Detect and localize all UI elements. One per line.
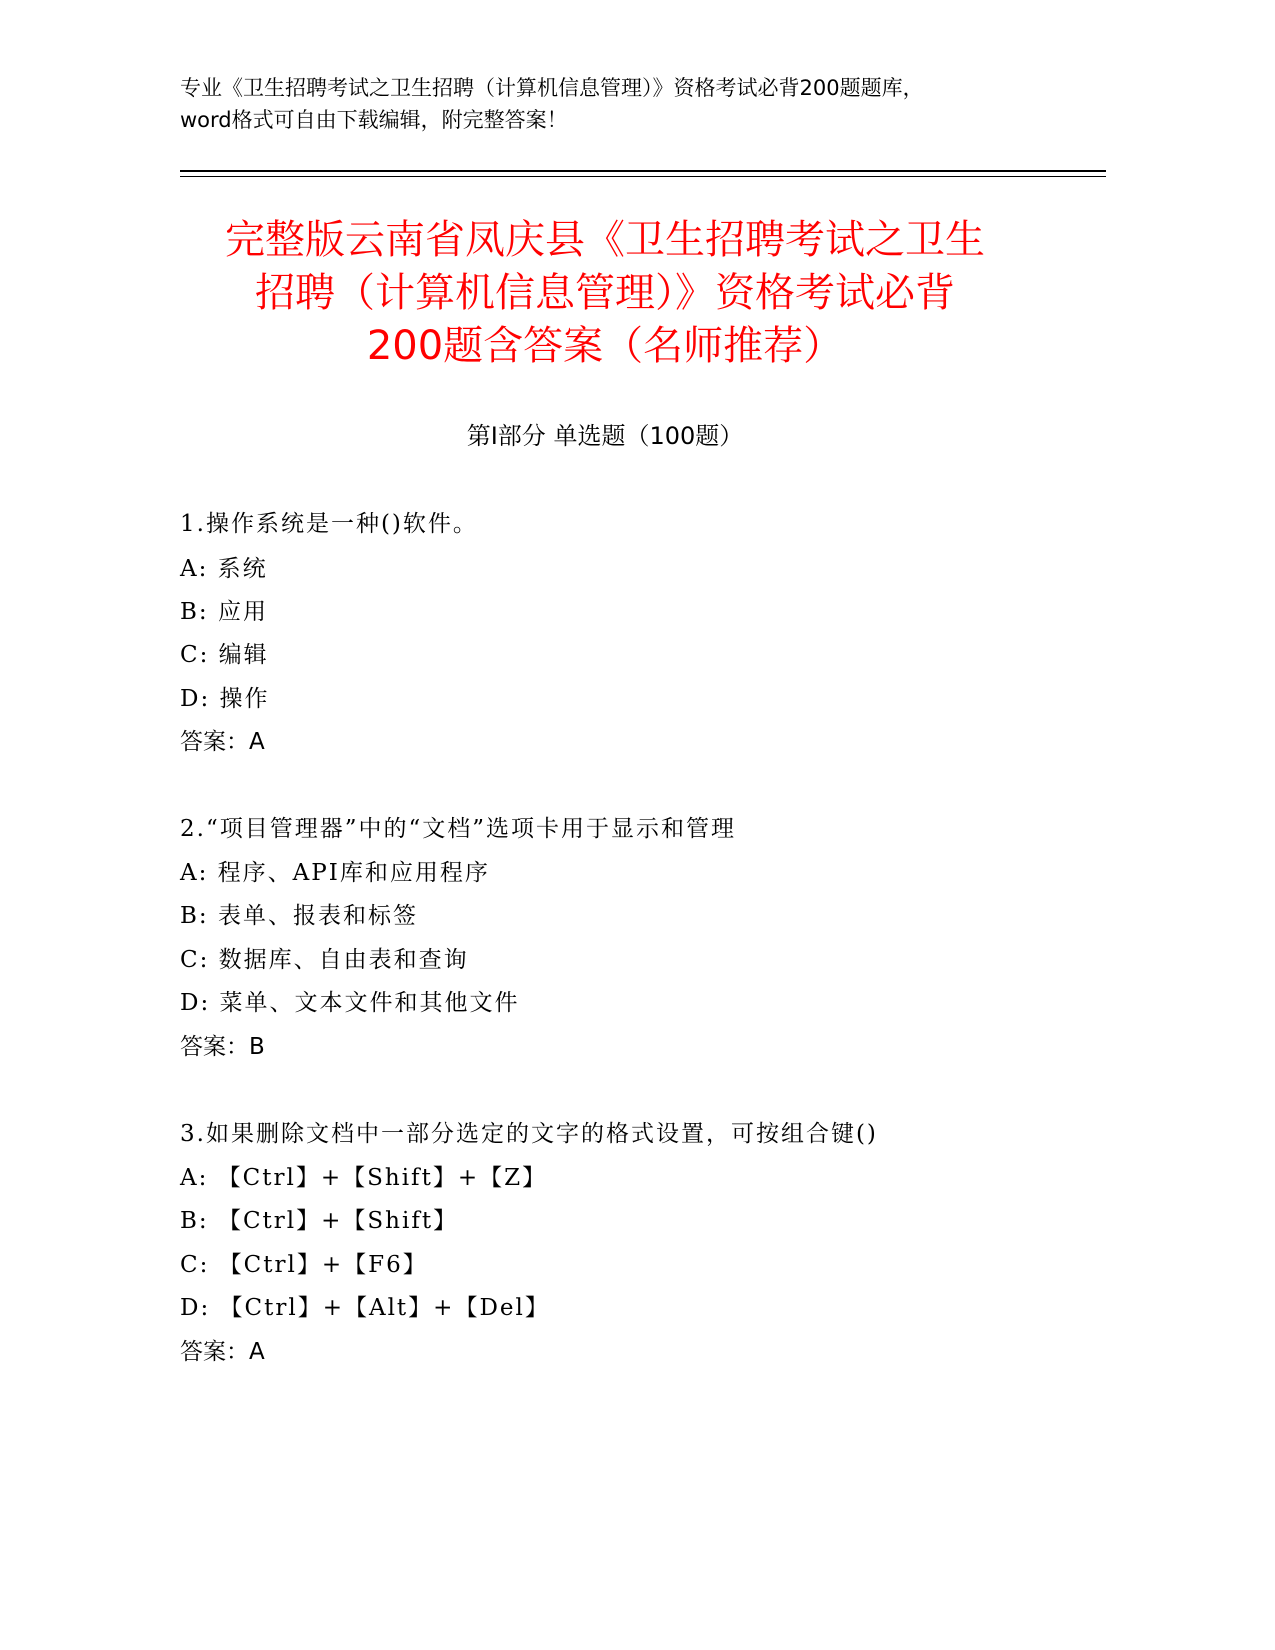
header-note-line-1: 专业《卫生招聘考试之卫生招聘（计算机信息管理）》资格考试必背200题题库，: [180, 76, 924, 100]
header-divider-thin: [180, 176, 1106, 177]
question-3-option-c: C: 【Ctrl】+【F6】: [180, 1252, 428, 1278]
header-note-line-2: word格式可自由下载编辑，附完整答案！: [180, 108, 568, 132]
question-1-option-d: D: 操作: [180, 686, 270, 712]
question-2-option-a: A: 程序、API库和应用程序: [180, 860, 490, 886]
header-divider-thick: [180, 170, 1106, 172]
question-1-stem: 1.操作系统是一种()软件。: [180, 511, 478, 537]
question-1-option-a: A: 系统: [180, 556, 268, 582]
question-3-option-a: A: 【Ctrl】+【Shift】+【Z】: [180, 1165, 548, 1191]
document-title: [150, 214, 1060, 373]
question-2-option-d: D: 菜单、文本文件和其他文件: [180, 990, 520, 1016]
question-2-option-b: B: 表单、报表和标签: [180, 903, 418, 929]
question-3-answer: 答案：A: [180, 1339, 265, 1365]
question-2-answer: 答案：B: [180, 1034, 265, 1060]
question-3-stem: 3.如果删除文档中一部分选定的文字的格式设置，可按组合键(): [180, 1121, 878, 1147]
document-title-line-2: 招聘（计算机信息管理）》资格考试必背: [255, 270, 955, 316]
question-1-answer: 答案：A: [180, 729, 265, 755]
question-2-option-c: C: 数据库、自由表和查询: [180, 947, 469, 973]
document-title-line-1: 完整版云南省凤庆县《卫生招聘考试之卫生: [225, 217, 985, 263]
question-3-option-b: B: 【Ctrl】+【Shift】: [180, 1208, 459, 1234]
section-heading: 第Ⅰ部分 单选题（100题）: [466, 422, 744, 450]
question-2-stem: 2.“项目管理器”中的“文档”选项卡用于显示和管理: [180, 816, 736, 842]
document-title-line-3: 200题含答案（名师推荐）: [366, 323, 844, 369]
header-note: [180, 72, 1100, 136]
question-1-option-c: C: 编辑: [180, 642, 269, 668]
question-1-option-b: B: 应用: [180, 599, 268, 625]
question-3-option-d: D: 【Ctrl】+【Alt】+【Del】: [180, 1295, 550, 1321]
